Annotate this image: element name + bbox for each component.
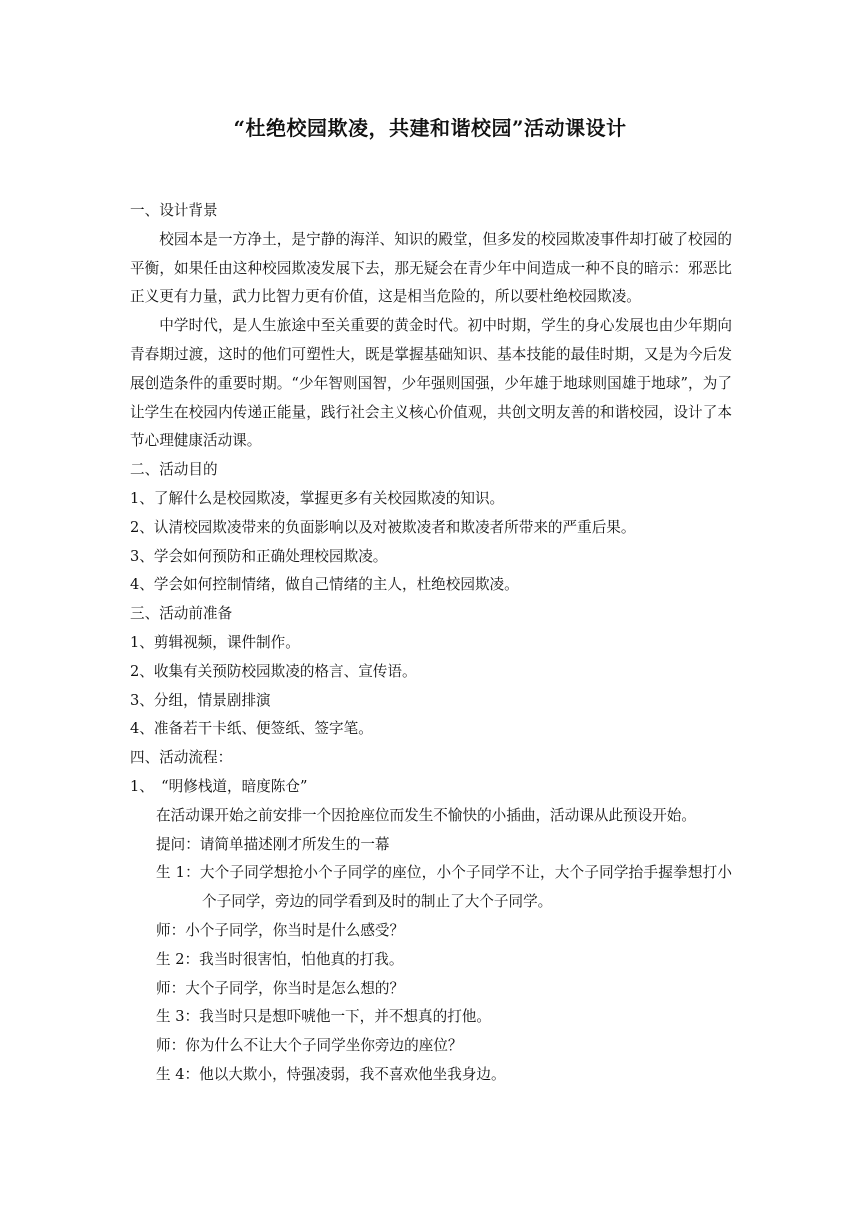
dialogue-line: 生 4：他以大欺小，恃强凌弱，我不喜欢他坐我身边。 xyxy=(156,1065,506,1083)
student-answer: 生 1：大个子同学想抢小个子同学的座位，小个子同学不让，大个子同学抬手握拳想打小个子同学，旁边的同学看到及时的制止了大个子同学。 xyxy=(156,864,732,911)
dialogue-line: 师：小个子同学，你当时是什么感受？ xyxy=(156,921,405,939)
process-line: 在活动课开始之前安排一个因抢座位而发生不愉快的小插曲，活动课从此预设开始。 xyxy=(156,806,696,824)
document-body xyxy=(130,197,732,1090)
goal-item: 4、学会如何控制情绪，做自己情绪的主人，杜绝校园欺凌。 xyxy=(130,576,519,594)
goal-item: 3、学会如何预防和正确处理校园欺凌。 xyxy=(130,547,388,565)
dialogue-line: 生 2：我当时很害怕，怕他真的打我。 xyxy=(156,950,404,968)
background-paragraph-2: 中学时代，是人生旅途中至关重要的黄金时代。初中时期，学生的身心发展也由少年期向青春期过渡，这时的他们可塑性大，既是掌握基础知识、基本技能的最佳时期，又是为今后发展创造条件的重要时期。“少年智则国智，少年强则国强，少年雄于地球则国雄于地球”，为了让学生在校园内传递正能量，践行社会主义核心价值观，共创文明友善的和谐校园，设计了本节心理健康活动课。 xyxy=(130,317,732,450)
goal-item: 2、认清校园欺凌带来的负面影响以及对被欺凌者和欺凌者所带来的严重后果。 xyxy=(130,518,636,536)
preparation-item: 2、收集有关预防校园欺凌的格言、宣传语。 xyxy=(130,662,417,680)
section-heading-background: 一、设计背景 xyxy=(130,202,218,219)
section-heading-goals: 二、活动目的 xyxy=(130,461,218,479)
dialogue-line: 师：你为什么不让大个子同学坐你旁边的座位？ xyxy=(156,1037,463,1055)
background-paragraph-1: 校园本是一方净土，是宁静的海洋、知识的殿堂，但多发的校园欺凌事件却打破了校园的平衡，如果任由这种校园欺凌发展下去，那无疑会在青少年中间造成一种不良的暗示：邪恶比正义更有力量，武力比智力更有价值，这是相当危险的，所以要杜绝校园欺凌。 xyxy=(130,230,732,306)
preparation-item: 3、分组，情景剧排演 xyxy=(130,691,271,709)
dialogue-line: 生 3：我当时只是想吓唬他一下，并不想真的打他。 xyxy=(156,1008,491,1026)
preparation-item: 1、剪辑视频，课件制作。 xyxy=(130,633,300,651)
dialogue-line: 师：大个子同学，你当时是怎么想的？ xyxy=(156,979,405,997)
section-heading-preparation: 三、活动前准备 xyxy=(130,605,233,623)
section-heading-process: 四、活动流程： xyxy=(130,749,233,767)
document-title: “杜绝校园欺凌，共建和谐校园”活动课设计 xyxy=(233,116,627,140)
preparation-item: 4、准备若干卡纸、便签纸、签字笔。 xyxy=(130,720,373,738)
process-step-title: 1、 “明修栈道，暗度陈仓” xyxy=(130,777,308,795)
process-line: 提问：请简单描述刚才所发生的一幕 xyxy=(156,835,390,853)
goal-item: 1、了解什么是校园欺凌，掌握更多有关校园欺凌的知识。 xyxy=(130,489,505,507)
